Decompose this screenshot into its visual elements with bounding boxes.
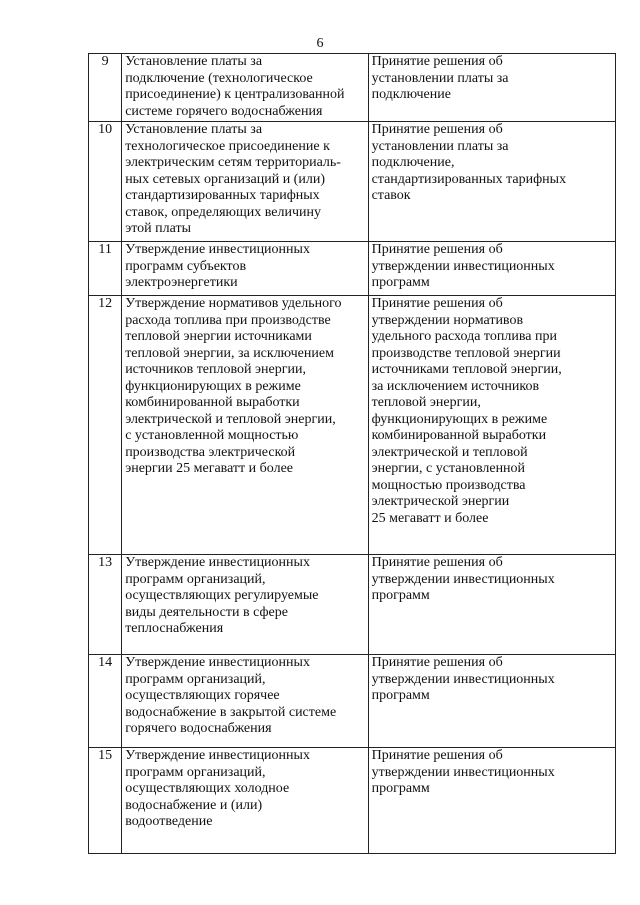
text-line: Утверждение инвестиционных <box>125 655 310 670</box>
text-line: программ организаций, <box>125 764 266 780</box>
text-line: подключение <box>371 87 451 102</box>
text-line: программ <box>371 781 430 796</box>
text-line: Принятие решения об <box>371 296 503 311</box>
function-cell <box>122 122 368 242</box>
text-line: Принятие решения об <box>371 555 503 570</box>
text-line: расхода топлива при производстве <box>125 312 331 328</box>
action-cell <box>368 555 615 655</box>
text-line: горячего водоснабжения <box>125 721 272 736</box>
text-line: водоснабжение в закрытой системе <box>125 704 337 720</box>
table-row <box>89 555 616 655</box>
text-line: удельного расхода топлива при <box>371 329 557 344</box>
text-line: за исключением источников <box>371 378 540 394</box>
text-line: Установление платы за <box>125 54 263 69</box>
row-number: 15 <box>89 748 122 854</box>
table-row <box>89 242 616 296</box>
text-line: утверждении нормативов <box>371 312 524 328</box>
text-line: утверждении инвестиционных <box>371 571 555 587</box>
text-line: системе горячего водоснабжения <box>125 103 323 119</box>
function-cell <box>122 54 368 122</box>
table-row <box>89 655 616 748</box>
page-number: 6 <box>316 36 324 51</box>
function-cell <box>122 296 368 555</box>
text-line: программ <box>371 588 430 603</box>
row-number: 14 <box>89 655 122 748</box>
text-line: энергии 25 мегаватт и более <box>125 461 294 476</box>
text-line: электроэнергетики <box>125 275 238 290</box>
text-line: Утверждение инвестиционных <box>125 555 310 570</box>
text-line: Утверждение инвестиционных <box>125 748 310 763</box>
text-line: осуществляющих холодное <box>125 781 290 796</box>
function-cell <box>122 242 368 296</box>
text-line: тепловой энергии источниками <box>125 329 312 344</box>
action-cell <box>368 122 615 242</box>
text-line: мощностью производства <box>371 477 526 493</box>
text-line: программ организаций, <box>125 571 266 587</box>
text-line: электрической и тепловой <box>371 444 528 460</box>
text-line: энергии, с установленной <box>371 461 526 476</box>
text-line: Утверждение инвестиционных <box>125 242 310 257</box>
text-line: Установление платы за <box>125 122 263 137</box>
text-line: стандартизированных тарифных <box>371 171 567 187</box>
text-line: комбинированной выработки <box>371 428 547 443</box>
table-row <box>89 748 616 854</box>
function-cell <box>122 555 368 655</box>
text-line: функционирующих в режиме <box>371 411 548 427</box>
text-line: источниками тепловой энергии, <box>371 362 562 377</box>
text-line: программ <box>371 275 430 290</box>
text-line: водоотведение <box>125 814 213 829</box>
text-line: установлении платы за <box>371 70 509 86</box>
text-line: электрической энергии <box>371 494 510 509</box>
text-line: подключение (технологическое <box>125 70 313 86</box>
text-line: с установленной мощностью <box>125 428 299 443</box>
row-number: 9 <box>89 54 122 122</box>
action-cell <box>368 296 615 555</box>
text-line: водоснабжение и (или) <box>125 797 263 813</box>
text-line: Утверждение нормативов удельного <box>125 296 342 311</box>
text-line: осуществляющих горячее <box>125 688 280 703</box>
row-number: 10 <box>89 122 122 242</box>
table-row <box>89 296 616 555</box>
text-line: ных сетевых организаций и (или) <box>125 171 325 187</box>
row-number: 13 <box>89 555 122 655</box>
text-line: виды деятельности в сфере <box>125 604 288 620</box>
text-line: производства электрической <box>125 444 296 460</box>
text-line: ставок, определяющих величину <box>125 204 321 220</box>
text-line: подключение, <box>371 155 455 170</box>
text-line: комбинированной выработки <box>125 395 300 410</box>
text-line: осуществляющих регулируемые <box>125 588 319 603</box>
text-line: Принятие решения об <box>371 122 503 137</box>
text-line: утверждении инвестиционных <box>371 671 555 687</box>
action-cell <box>368 54 615 122</box>
text-line: технологическое присоединение к <box>125 138 330 154</box>
function-cell <box>122 748 368 854</box>
table-row <box>89 122 616 242</box>
text-line: присоединение) к централизованной <box>125 87 345 102</box>
text-line: утверждении инвестиционных <box>371 258 555 274</box>
row-number: 12 <box>89 296 122 555</box>
text-line: производстве тепловой энергии <box>371 345 561 361</box>
text-line: Принятие решения об <box>371 242 503 257</box>
text-line: утверждении инвестиционных <box>371 764 555 780</box>
text-line: Принятие решения об <box>371 54 503 69</box>
text-line: тепловой энергии, за исключением <box>125 345 334 361</box>
text-line: программ <box>371 688 430 703</box>
table-row <box>89 54 616 122</box>
text-line: программ организаций, <box>125 671 266 687</box>
function-cell <box>122 655 368 748</box>
text-line: источников тепловой энергии, <box>125 362 306 377</box>
text-line: Принятие решения об <box>371 748 503 763</box>
text-line: установлении платы за <box>371 138 509 154</box>
row-number: 11 <box>89 242 122 296</box>
text-line: электрическим сетям территориаль- <box>125 155 341 170</box>
action-cell <box>368 748 615 854</box>
text-line: электрической и тепловой энергии, <box>125 411 336 427</box>
text-line: Принятие решения об <box>371 655 503 670</box>
action-cell <box>368 242 615 296</box>
document-table <box>88 53 616 854</box>
action-cell <box>368 655 615 748</box>
text-line: программ субъектов <box>125 258 247 274</box>
text-line: 25 мегаватт и более <box>371 510 489 526</box>
text-line: стандартизированных тарифных <box>125 188 320 203</box>
text-line: этой платы <box>125 221 191 236</box>
text-line: ставок <box>371 188 411 203</box>
text-line: функционирующих в режиме <box>125 378 301 394</box>
text-line: теплоснабжения <box>125 621 224 636</box>
text-line: тепловой энергии, <box>371 395 481 410</box>
